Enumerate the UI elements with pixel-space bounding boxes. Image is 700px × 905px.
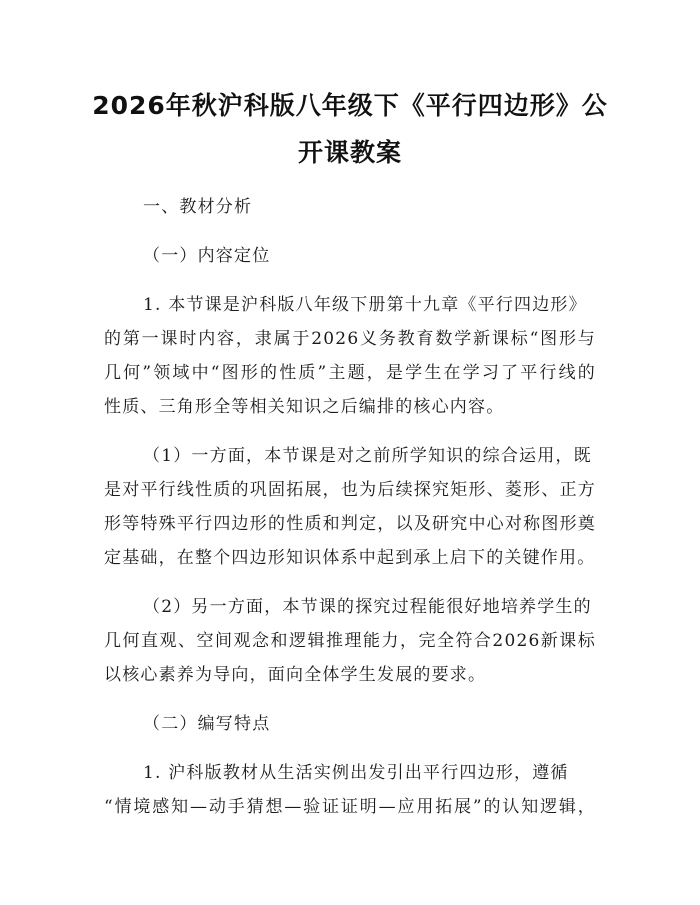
subsection-heading-content-positioning: （一）内容定位 [143, 246, 271, 266]
section-heading-textbook-analysis: 一、教材分析 [143, 197, 253, 217]
paragraph-2-line-3: 形等特殊平行四边形的性质和判定，以及研究中心对称图形奠 [104, 514, 596, 534]
paragraph-1-line-2: 的第一课时内容，隶属于2026义务教育数学新课标“图形与 [104, 329, 596, 349]
paragraph-3-line-1: （2）另一方面，本节课的探究过程能很好地培养学生的 [143, 597, 592, 617]
paragraph-1-line-4: 性质、三角形全等相关知识之后编排的核心内容。 [104, 397, 505, 417]
paragraph-4-line-1: 1. 沪科版教材从生活实例出发引出平行四边形，遵循 [143, 763, 569, 783]
paragraph-3-line-2: 几何直观、空间观念和逻辑推理能力，完全符合2026新课标 [104, 631, 596, 651]
subsection-heading-writing-features: （二）编写特点 [143, 714, 271, 734]
paragraph-2-line-4: 定基础，在整个四边形知识体系中起到承上启下的关键作用。 [104, 548, 596, 568]
document-title-line-1: 2026年秋沪科版八年级下《平行四边形》公 [92, 91, 608, 120]
paragraph-3-line-3: 以核心素养为导向，面向全体学生发展的要求。 [104, 665, 487, 685]
paragraph-1-line-1: 1. 本节课是沪科版八年级下册第十九章《平行四边形》 [143, 295, 587, 315]
document-title-line-2: 开课教案 [297, 138, 402, 167]
paragraph-1-line-3: 几何”领域中“图形的性质”主题，是学生在学习了平行线的 [104, 363, 596, 383]
paragraph-4-line-2: “情境感知—动手猜想—验证证明—应用拓展”的认知逻辑， [104, 797, 596, 817]
paragraph-2-line-2: 是对平行线性质的巩固拓展，也为后续探究矩形、菱形、正方 [104, 480, 596, 500]
paragraph-2-line-1: （1）一方面，本节课是对之前所学知识的综合运用，既 [143, 446, 592, 466]
